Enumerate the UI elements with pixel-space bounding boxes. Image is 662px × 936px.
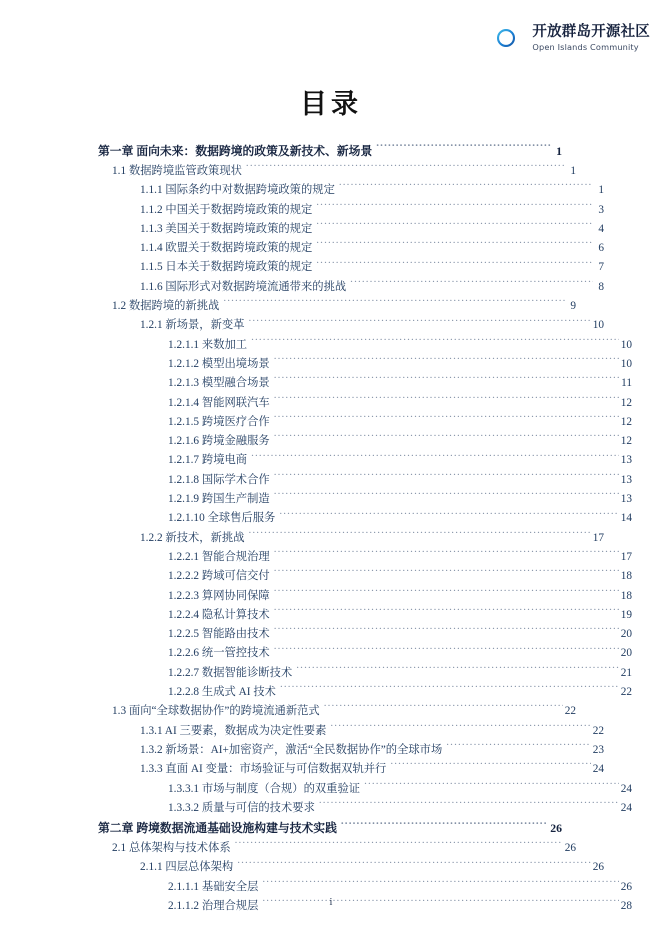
toc-entry-level-3[interactable] <box>140 760 604 779</box>
toc-entry-label: 1.2.1 新场景，新变革 <box>140 319 245 332</box>
toc-entry-level-4[interactable] <box>168 509 632 528</box>
toc-dot-leader <box>341 820 548 832</box>
toc-entry-page-number: 20 <box>620 647 632 660</box>
toc-entry-label: 1.1 数据跨境监管政策现状 <box>112 165 242 177</box>
toc-entry-label: 1.3 面向“全球数据协作”的跨境流通新范式 <box>112 705 320 718</box>
toc-entry-label: 第一章 面向未来：数据跨境的政策及新技术、新场景 <box>98 144 373 158</box>
toc-entry-label: 1.2.1.5 跨境医疗合作 <box>168 415 270 428</box>
toc-entry-label: 2.1 总体架构与技术体系 <box>112 842 231 855</box>
toc-entry-level-3[interactable] <box>140 239 604 258</box>
toc-dot-leader <box>274 491 619 502</box>
toc-entry-page-number: 7 <box>598 261 604 274</box>
toc-entry-label: 1.3.3.1 市场与制度（合规）的双重验证 <box>168 782 361 795</box>
toc-entry-page-number: 10 <box>620 357 632 370</box>
toc-dot-leader <box>274 587 619 598</box>
toc-dot-leader <box>237 859 591 870</box>
toc-entry-label: 1.2.2.5 智能路由技术 <box>168 628 270 641</box>
logo-text-block <box>532 25 650 51</box>
toc-entry-page-number: 12 <box>620 435 632 448</box>
toc-entry-label: 2.1.1 四层总体架构 <box>140 861 234 874</box>
toc-entry-label: 1.2.2.7 数据智能诊断技术 <box>168 666 293 679</box>
toc-entry-page-number: 28 <box>620 899 632 912</box>
toc-entry-level-4[interactable] <box>168 799 632 818</box>
toc-entry-page-number: 24 <box>620 782 632 795</box>
toc-entry-page-number: 20 <box>620 628 632 641</box>
toc-entry-page-number: 1 <box>556 144 562 158</box>
toc-dot-leader <box>296 664 618 675</box>
toc-dot-leader <box>235 840 563 851</box>
toc-entry-label: 1.2.2 新技术，新挑战 <box>140 531 245 544</box>
toc-dot-leader <box>274 549 619 560</box>
toc-entry-level-4[interactable] <box>168 451 632 470</box>
toc-entry-level-4[interactable] <box>168 683 632 702</box>
toc-entry-page-number: 12 <box>620 415 632 428</box>
toc-dot-leader <box>316 259 593 270</box>
toc-dot-leader <box>246 163 565 174</box>
toc-dot-leader <box>390 761 590 772</box>
toc-entry-page-number: 13 <box>620 493 632 506</box>
toc-entry-level-2[interactable] <box>112 702 576 721</box>
toc-dot-leader <box>279 510 618 521</box>
toc-dot-leader <box>251 452 619 463</box>
toc-entry-label: 1.2.1.1 来数加工 <box>168 338 248 351</box>
toc-entry-label: 1.1.4 欧盟关于数据跨境政策的规定 <box>140 242 313 255</box>
toc-entry-page-number: 14 <box>620 512 632 525</box>
toc-dot-leader <box>330 722 590 733</box>
toc-entry-page-number: 19 <box>620 608 632 621</box>
toc-dot-leader <box>274 356 619 367</box>
toc-entry-page-number: 22 <box>564 705 576 718</box>
table-of-contents <box>98 141 632 916</box>
toc-entry-level-1[interactable] <box>98 141 562 162</box>
toc-entry-page-number: 24 <box>592 763 604 776</box>
toc-dot-leader <box>274 394 619 405</box>
toc-entry-label: 1.2.2.6 统一管控技术 <box>168 647 270 660</box>
toc-dot-leader <box>262 878 618 889</box>
toc-entry-label: 1.2.1.3 模型融合场景 <box>168 377 270 390</box>
toc-dot-leader <box>280 684 619 695</box>
toc-dot-leader <box>274 626 619 637</box>
footer-page-number: i <box>329 897 333 908</box>
toc-entry-page-number: 3 <box>598 203 604 216</box>
toc-dot-leader <box>274 607 619 618</box>
toc-entry-label: 1.2.1.4 智能网联汽车 <box>168 396 270 409</box>
toc-entry-page-number: 13 <box>620 473 632 486</box>
toc-entry-level-4[interactable] <box>168 567 632 586</box>
toc-entry-level-4[interactable] <box>168 355 632 374</box>
toc-entry-level-4[interactable] <box>168 471 632 490</box>
toc-entry-level-2[interactable] <box>112 162 576 181</box>
toc-entry-level-4[interactable] <box>168 780 632 799</box>
toc-dot-leader <box>350 278 593 289</box>
toc-entry-page-number: 22 <box>592 724 604 737</box>
toc-dot-leader <box>251 336 619 347</box>
page-title: 目录 <box>300 89 362 120</box>
toc-entry-level-4[interactable] <box>168 413 632 432</box>
toc-entry-label: 1.2.2.2 跨域可信交付 <box>168 570 270 583</box>
toc-entry-level-3[interactable] <box>140 201 604 220</box>
toc-entry-level-3[interactable] <box>140 258 604 277</box>
toc-entry-label: 第二章 跨境数据流通基础设施构建与技术实践 <box>98 821 337 836</box>
toc-entry-page-number: 8 <box>598 280 604 293</box>
toc-entry-level-3[interactable] <box>140 858 604 877</box>
toc-entry-label: 1.2 数据跨境的新挑战 <box>112 300 220 313</box>
logo-name-en: Open Islands Community <box>532 41 639 52</box>
toc-entry-label: 1.1.3 美国关于数据跨境政策的规定 <box>140 222 313 235</box>
toc-dot-leader <box>274 433 619 444</box>
toc-entry-label: 1.1.1 国际条约中对数据跨境政策的规定 <box>140 184 335 197</box>
toc-entry-label: 1.3.3 直面 AI 变量：市场验证与可信数据双轨并行 <box>140 763 387 776</box>
toc-entry-level-4[interactable] <box>168 336 632 355</box>
community-logo <box>487 19 650 57</box>
toc-entry-level-4[interactable] <box>168 664 632 683</box>
toc-entry-label: 1.2.2.4 隐私计算技术 <box>168 608 270 621</box>
toc-dot-leader <box>249 317 591 328</box>
toc-entry-level-4[interactable] <box>168 548 632 567</box>
toc-dot-leader <box>364 780 619 791</box>
toc-entry-label: 1.3.3.2 质量与可信的技术要求 <box>168 801 315 814</box>
toc-entry-page-number: 12 <box>620 396 632 409</box>
toc-dot-leader <box>274 471 619 482</box>
toc-entry-label: 1.3.2 新场景：AI+加密资产，激活“全民数据协作”的全球市场 <box>140 743 443 756</box>
toc-dot-leader <box>316 201 593 212</box>
toc-dot-leader <box>446 742 590 753</box>
toc-entry-label: 1.2.1.9 跨国生产制造 <box>168 493 270 506</box>
toc-entry-level-4[interactable] <box>168 625 632 644</box>
toc-entry-page-number: 13 <box>620 454 632 467</box>
toc-entry-page-number: 1 <box>598 184 604 197</box>
toc-entry-level-2[interactable] <box>112 297 576 316</box>
toc-dot-leader <box>274 645 619 656</box>
toc-entry-label: 1.2.2.1 智能合规治理 <box>168 550 270 563</box>
toc-entry-label: 1.2.2.3 算网协同保障 <box>168 589 270 602</box>
toc-entry-label: 1.1.6 国际形式对数据跨境流通带来的挑战 <box>140 280 347 293</box>
toc-dot-leader <box>249 529 591 540</box>
toc-entry-level-4[interactable] <box>168 606 632 625</box>
toc-entry-label: 1.2.1.8 国际学术合作 <box>168 473 270 486</box>
toc-entry-page-number: 26 <box>620 880 632 893</box>
toc-entry-page-number: 17 <box>592 531 604 544</box>
toc-dot-leader <box>319 800 619 811</box>
toc-dot-leader <box>339 182 593 193</box>
page-header <box>0 0 662 72</box>
toc-entry-page-number: 9 <box>570 300 576 313</box>
toc-entry-label: 1.1.5 日本关于数据跨境政策的规定 <box>140 261 313 274</box>
toc-entry-label: 1.2.1.10 全球售后服务 <box>168 512 276 525</box>
toc-dot-leader <box>274 375 619 386</box>
toc-entry-label: 1.2.1.7 跨境电商 <box>168 454 248 467</box>
toc-entry-level-4[interactable] <box>168 374 632 393</box>
toc-entry-level-1[interactable] <box>98 818 562 839</box>
toc-entry-label: 1.2.2.8 生成式 AI 技术 <box>168 686 276 699</box>
toc-dot-leader <box>316 221 593 232</box>
toc-entry-level-4[interactable] <box>168 394 632 413</box>
toc-dot-leader <box>274 414 619 425</box>
toc-entry-level-4[interactable] <box>168 644 632 663</box>
toc-entry-level-3[interactable] <box>140 278 604 297</box>
toc-dot-leader <box>316 240 593 251</box>
toc-entry-label: 2.1.1.2 治理合规层 <box>168 899 259 912</box>
toc-entry-page-number: 11 <box>621 377 632 390</box>
toc-entry-page-number: 10 <box>620 338 632 351</box>
toc-entry-page-number: 26 <box>592 861 604 874</box>
toc-entry-label: 1.2.1.6 跨境金融服务 <box>168 435 270 448</box>
logo-name-cn: 开放群岛开源社区 <box>532 24 650 41</box>
toc-entry-level-4[interactable] <box>168 878 632 897</box>
toc-entry-level-2[interactable] <box>112 839 576 858</box>
toc-dot-leader <box>376 143 551 155</box>
toc-entry-level-3[interactable] <box>140 220 604 239</box>
toc-entry-page-number: 26 <box>564 842 576 855</box>
toc-entry-page-number: 26 <box>550 821 562 836</box>
toc-entry-level-4[interactable] <box>168 432 632 451</box>
toc-entry-level-4[interactable] <box>168 490 632 509</box>
toc-entry-level-3[interactable] <box>140 181 604 200</box>
toc-entry-page-number: 21 <box>620 666 632 679</box>
toc-entry-page-number: 6 <box>598 242 604 255</box>
toc-dot-leader <box>223 298 565 309</box>
toc-entry-level-3[interactable] <box>140 316 604 335</box>
toc-entry-label: 1.1.2 中国关于数据跨境政策的规定 <box>140 203 313 216</box>
toc-entry-label: 1.2.1.2 模型出境场景 <box>168 357 270 370</box>
toc-entry-page-number: 23 <box>592 743 604 756</box>
toc-dot-leader <box>274 568 619 579</box>
toc-entry-page-number: 10 <box>592 319 604 332</box>
toc-entry-label: 2.1.1.1 基础安全层 <box>168 880 259 893</box>
toc-entry-page-number: 22 <box>620 686 632 699</box>
toc-entry-level-3[interactable] <box>140 529 604 548</box>
toc-entry-page-number: 4 <box>598 222 604 235</box>
toc-entry-level-3[interactable] <box>140 741 604 760</box>
toc-entry-level-3[interactable] <box>140 722 604 741</box>
toc-entry-page-number: 24 <box>620 801 632 814</box>
toc-entry-page-number: 1 <box>570 165 576 177</box>
toc-entry-page-number: 17 <box>620 550 632 563</box>
toc-entry-level-4[interactable] <box>168 587 632 606</box>
sunburst-circle-logo-icon <box>487 19 525 57</box>
toc-entry-page-number: 18 <box>620 570 632 583</box>
toc-entry-page-number: 18 <box>620 589 632 602</box>
toc-entry-label: 1.3.1 AI 三要素，数据成为决定性要素 <box>140 724 327 737</box>
toc-dot-leader <box>324 703 563 714</box>
